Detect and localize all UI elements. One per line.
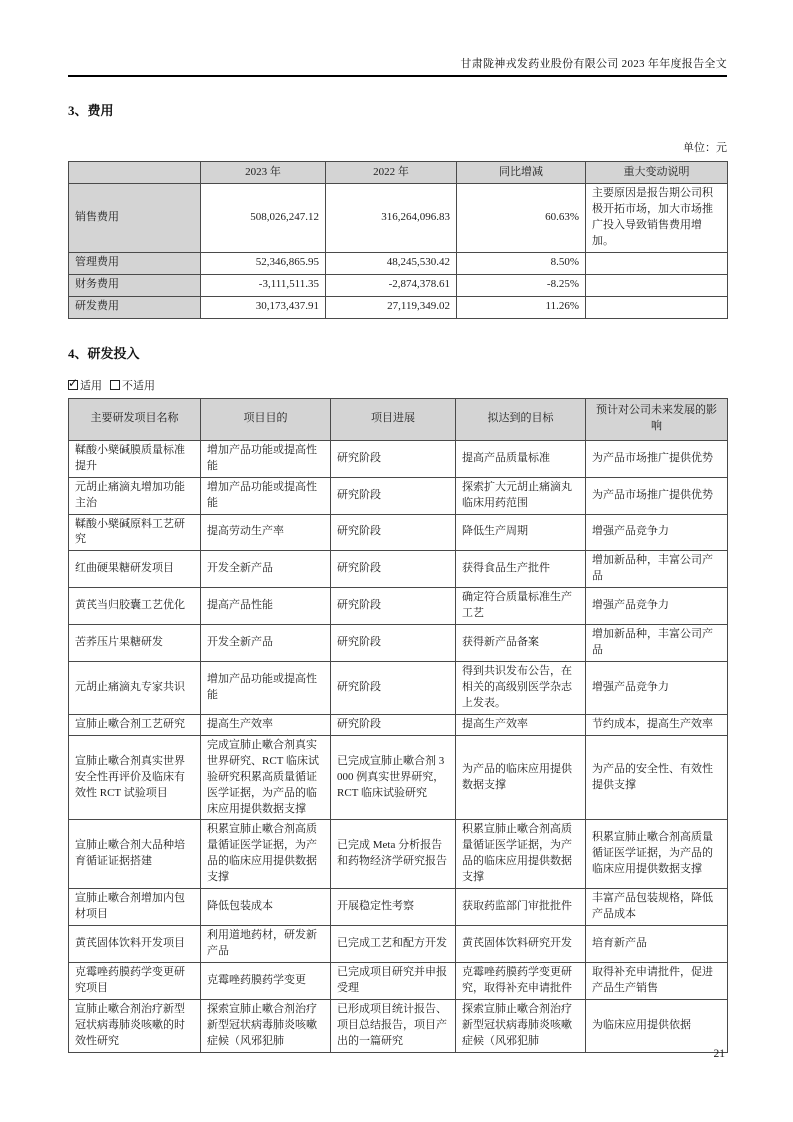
table-cell: -2,874,378.61	[326, 274, 457, 296]
table-cell: 研究阶段	[331, 625, 456, 662]
table-cell: 宣肺止嗽合剂增加内包材项目	[69, 889, 201, 926]
table-cell: 探索宣肺止嗽合剂治疗新型冠状病毒肺炎咳嗽症候（风邪犯肺	[201, 999, 331, 1052]
column-header-impact: 预计对公司未来发展的影响	[586, 398, 728, 440]
table-cell: 克霉唑药膜药学变更研究，取得补充申请批件	[456, 962, 586, 999]
table-cell: 主要原因是报告期公司积极开拓市场，加大市场推广投入导致销售费用增加。	[586, 184, 728, 253]
section-expenses-heading: 3、费用	[68, 103, 114, 118]
table-cell: 降低包装成本	[201, 889, 331, 926]
table-cell: 研究阶段	[331, 588, 456, 625]
table-cell: 完成宣肺止嗽合剂真实世界研究、RCT 临床试验研究积累高质量循证医学证据，为产品的临床应用提供数据支撑	[201, 735, 331, 820]
table-cell: 为产品市场推广提供优势	[586, 477, 728, 514]
table-row-selling-expense	[69, 184, 728, 253]
table-cell: 研究阶段	[331, 440, 456, 477]
table-cell: 508,026,247.12	[201, 184, 326, 253]
table-cell: 增加新品种，丰富公司产品	[586, 625, 728, 662]
table-cell: 增加产品功能或提高性能	[201, 440, 331, 477]
table-cell: 提高生产效率	[201, 714, 331, 735]
column-header-2023: 2023 年	[201, 162, 326, 184]
table-cell: 获得食品生产批件	[456, 551, 586, 588]
table-cell: 降低生产周期	[456, 514, 586, 551]
table-row	[69, 926, 728, 963]
table-cell: 节约成本，提高生产效率	[586, 714, 728, 735]
table-cell: 已形成项目统计报告、项目总结报告，项目产出的一篇研究	[331, 999, 456, 1052]
table-cell: 研究阶段	[331, 514, 456, 551]
column-header-project-name: 主要研发项目名称	[69, 398, 201, 440]
table-cell: 开发全新产品	[201, 625, 331, 662]
table-cell: 增加产品功能或提高性能	[201, 662, 331, 715]
table-cell: 为产品市场推广提供优势	[586, 440, 728, 477]
column-header-yoy: 同比增减	[457, 162, 586, 184]
table-cell: 积累宣肺止嗽合剂高质量循证医学证据，为产品的临床应用提供数据支撑	[456, 820, 586, 889]
table-cell: 黄芪固体饮料研究开发	[456, 926, 586, 963]
table-cell: 提高产品质量标准	[456, 440, 586, 477]
table-cell: 316,264,096.83	[326, 184, 457, 253]
table-cell: 已完成工艺和配方开发	[331, 926, 456, 963]
not-applicable-label: 不适用	[122, 379, 155, 392]
table-cell: 开发全新产品	[201, 551, 331, 588]
table-row	[69, 999, 728, 1052]
table-cell: 宣肺止嗽合剂工艺研究	[69, 714, 201, 735]
table-cell: 开展稳定性考察	[331, 889, 456, 926]
table-cell: 确定符合质量标准生产工艺	[456, 588, 586, 625]
table-row	[69, 662, 728, 715]
applicability-line	[68, 377, 727, 393]
table-cell: 为临床应用提供依据	[586, 999, 728, 1052]
table-cell: 27,119,349.02	[326, 296, 457, 318]
table-cell	[586, 274, 728, 296]
table-cell: 利用道地药材，研发新产品	[201, 926, 331, 963]
table-cell: 52,346,865.95	[201, 252, 326, 274]
header-rule	[68, 75, 727, 77]
table-row	[69, 962, 728, 999]
table-row	[69, 551, 728, 588]
applicable-label: 适用	[80, 379, 102, 392]
table-cell: 宣肺止嗽合剂大品种培育循证证据搭建	[69, 820, 201, 889]
table-cell: 30,173,437.91	[201, 296, 326, 318]
table-cell: 提高劳动生产率	[201, 514, 331, 551]
table-cell: 红曲硬果糖研发项目	[69, 551, 201, 588]
table-cell: 提高产品性能	[201, 588, 331, 625]
table-cell: 提高生产效率	[456, 714, 586, 735]
table-cell: 研究阶段	[331, 662, 456, 715]
table-cell: 鞣酸小檗碱膜质量标准提升	[69, 440, 201, 477]
column-header-progress: 项目进展	[331, 398, 456, 440]
table-cell: 研究阶段	[331, 714, 456, 735]
table-row	[69, 477, 728, 514]
table-cell: 60.63%	[457, 184, 586, 253]
table-row-admin-expense	[69, 252, 728, 274]
table-cell: 增加新品种，丰富公司产品	[586, 551, 728, 588]
table-cell: 丰富产品包装规格，降低产品成本	[586, 889, 728, 926]
table-cell: 积累宣肺止嗽合剂高质量循证医学证据，为产品的临床应用提供数据支撑	[201, 820, 331, 889]
row-label: 财务费用	[69, 274, 201, 296]
table-row	[69, 820, 728, 889]
table-cell: 探索宣肺止嗽合剂治疗新型冠状病毒肺炎咳嗽症候（风邪犯肺	[456, 999, 586, 1052]
column-header-note: 重大变动说明	[586, 162, 728, 184]
table-cell: 研究阶段	[331, 551, 456, 588]
section-rnd-heading: 4、研发投入	[68, 345, 140, 361]
table-cell: -3,111,511.35	[201, 274, 326, 296]
table-row-finance-expense	[69, 274, 728, 296]
rnd-table-header-row	[69, 398, 728, 440]
table-cell: 已完成 Meta 分析报告和药物经济学研究报告	[331, 820, 456, 889]
table-cell: 黄芪当归胶囊工艺优化	[69, 588, 201, 625]
table-cell: 增强产品竞争力	[586, 662, 728, 715]
table-cell: 培育新产品	[586, 926, 728, 963]
table-cell: 增强产品竞争力	[586, 588, 728, 625]
table-cell: 苦荞压片果糖研发	[69, 625, 201, 662]
table-cell: 黄芪固体饮料开发项目	[69, 926, 201, 963]
rnd-projects-table	[68, 398, 728, 1053]
page-number: 21	[713, 1048, 725, 1060]
table-cell: 得到共识发布公告，在相关的高级别医学杂志上发表。	[456, 662, 586, 715]
table-cell: 克霉唑药膜药学变更	[201, 962, 331, 999]
table-cell: 取得补充申请批件，促进产品生产销售	[586, 962, 728, 999]
column-header-2022: 2022 年	[326, 162, 457, 184]
table-cell: 元胡止痛滴丸增加功能主治	[69, 477, 201, 514]
table-cell: 鞣酸小檗碱原料工艺研究	[69, 514, 201, 551]
table-cell: 宣肺止嗽合剂真实世界安全性再评价及临床有效性 RCT 试验项目	[69, 735, 201, 820]
table-cell: 探索扩大元胡止痛滴丸临床用药范围	[456, 477, 586, 514]
unchecked-checkbox-icon	[110, 380, 120, 390]
table-cell: 已完成项目研究并申报受理	[331, 962, 456, 999]
table-row	[69, 735, 728, 820]
table-cell: 增强产品竞争力	[586, 514, 728, 551]
table-row	[69, 889, 728, 926]
row-label: 管理费用	[69, 252, 201, 274]
table-cell	[586, 252, 728, 274]
table-cell: 11.26%	[457, 296, 586, 318]
table-row	[69, 440, 728, 477]
table-cell: 8.50%	[457, 252, 586, 274]
table-cell: 已完成宣肺止嗽合剂 3000 例真实世界研究，RCT 临床试验研究	[331, 735, 456, 820]
table-row-rnd-expense	[69, 296, 728, 318]
table-cell: 获得新产品备案	[456, 625, 586, 662]
table-cell: 宣肺止嗽合剂治疗新型冠状病毒肺炎咳嗽的时效性研究	[69, 999, 201, 1052]
table-row	[69, 714, 728, 735]
checked-checkbox-icon: ✓	[68, 375, 79, 390]
expenses-table	[68, 161, 728, 319]
table-cell: 48,245,530.42	[326, 252, 457, 274]
table-row	[69, 625, 728, 662]
table-cell: 研究阶段	[331, 477, 456, 514]
column-header-blank	[69, 162, 201, 184]
column-header-goal: 拟达到的目标	[456, 398, 586, 440]
column-header-purpose: 项目目的	[201, 398, 331, 440]
unit-label: 单位：元	[683, 142, 727, 154]
table-cell: 为产品的临床应用提供数据支撑	[456, 735, 586, 820]
table-cell	[586, 296, 728, 318]
table-cell: 获取药监部门审批批件	[456, 889, 586, 926]
table-cell: 元胡止痛滴丸专家共识	[69, 662, 201, 715]
table-cell: 增加产品功能或提高性能	[201, 477, 331, 514]
table-row	[69, 514, 728, 551]
table-cell: 克霉唑药膜药学变更研究项目	[69, 962, 201, 999]
table-cell: -8.25%	[457, 274, 586, 296]
header-title: 甘肃陇神戎发药业股份有限公司 2023 年年度报告全文	[460, 58, 727, 70]
table-row	[69, 588, 728, 625]
row-label: 销售费用	[69, 184, 201, 253]
table-cell: 为产品的安全性、有效性提供支撑	[586, 735, 728, 820]
table-cell: 积累宣肺止嗽合剂高质量循证医学证据，为产品的临床应用提供数据支撑	[586, 820, 728, 889]
expenses-table-header-row	[69, 162, 728, 184]
row-label: 研发费用	[69, 296, 201, 318]
